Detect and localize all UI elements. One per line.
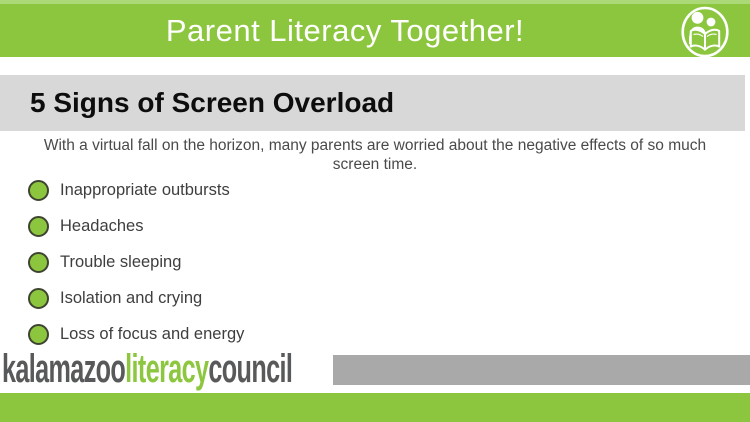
green-bullet-icon	[28, 288, 49, 309]
wordmark-council: council	[208, 347, 293, 391]
list-item	[28, 208, 244, 244]
subtitle-text: With a virtual fall on the horizon, many parents are worried about the negative effects of so much screen time.	[43, 137, 707, 173]
list-item-label: Loss of focus and energy	[60, 324, 245, 343]
footer-green-bar	[0, 393, 750, 422]
footer-gray-bar	[333, 355, 750, 385]
page-title: 5 Signs of Screen Overload	[30, 87, 395, 118]
signs-list	[28, 172, 244, 352]
green-bullet-icon	[28, 252, 49, 273]
list-item-label: Inappropriate outbursts	[60, 180, 230, 199]
list-item-label: Trouble sleeping	[60, 252, 182, 271]
kalamazoo-literacy-council-logo	[2, 349, 292, 389]
header-title: Parent Literacy Together!	[165, 13, 525, 48]
title-band	[0, 75, 745, 131]
list-item	[28, 172, 244, 208]
parent-child-reading-icon	[680, 6, 730, 58]
list-item	[28, 244, 244, 280]
green-bullet-icon	[28, 324, 49, 345]
green-bullet-icon	[28, 216, 49, 237]
header-bar	[0, 0, 750, 57]
list-item-label: Headaches	[60, 216, 144, 235]
wordmark-literacy: literacy	[125, 347, 209, 391]
green-bullet-icon	[28, 180, 49, 201]
list-item-label: Isolation and crying	[60, 288, 203, 307]
wordmark-kalamazoo: kalamazoo	[2, 347, 126, 391]
list-item	[28, 280, 244, 316]
